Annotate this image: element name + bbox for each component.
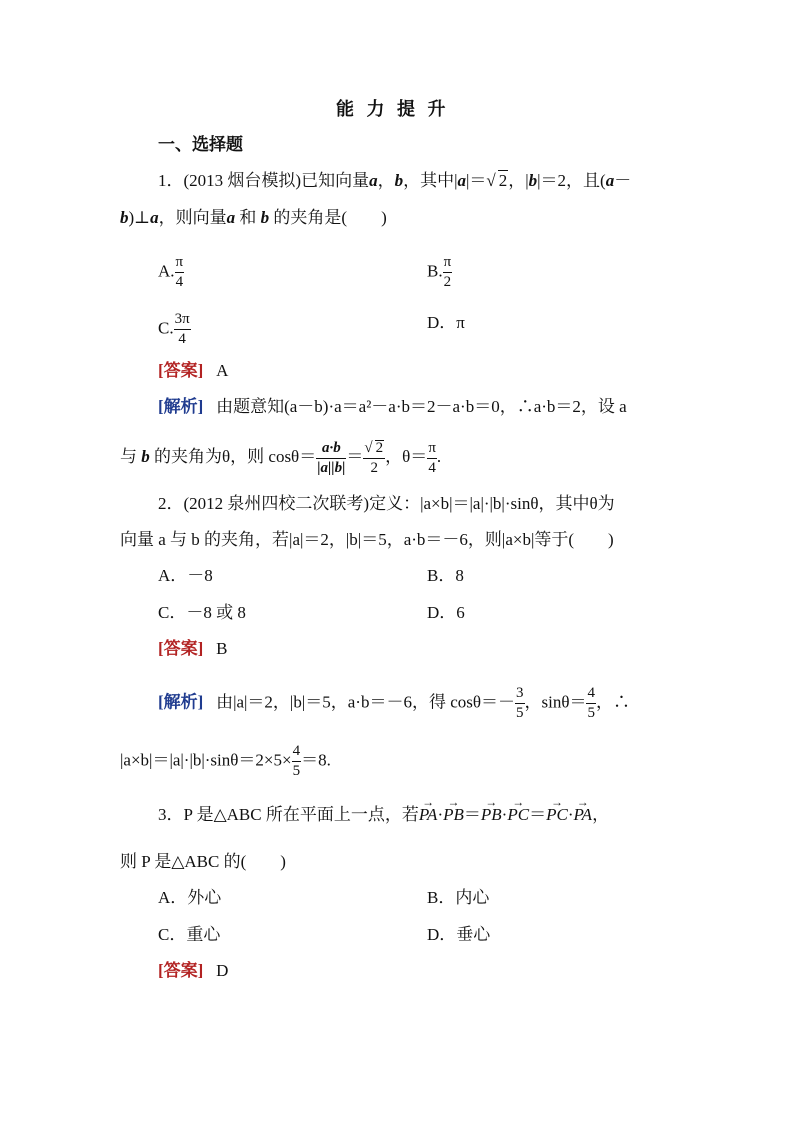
q3-line1: 3．P 是△ABC 所在平面上一点，若→ PA·→ PB＝→ PB·→ PC＝→ PC·→ PA， xyxy=(158,805,609,825)
q1-analysis-line1: [解析] 由题意知(a－b)·a＝a²－a·b＝2－a·b＝0，∴a·b＝2，设 a xyxy=(158,397,627,416)
q1-analysis-line2: 与 b 的夹角为θ，则 cosθ＝ $\frac{a\cdot b}{|a||b|}$ ＝ $\frac{√ 2}{2}$ ，θ＝ $\frac{\pi}{4}$ . xyxy=(120,439,442,476)
q2-line1: 2．(2012 泉州四校二次联考)定义：|a×b|＝|a|·|b|·sinθ，其中θ为 xyxy=(158,494,615,513)
analysis-tag: [解析] xyxy=(158,397,204,416)
q2-option-b[interactable]: B．8 xyxy=(427,566,464,585)
answer-tag: [答案] xyxy=(158,361,204,380)
q3-answer: [答案] D xyxy=(158,961,229,980)
section-heading: 一、选择题 xyxy=(158,135,243,154)
q1-option-d[interactable]: D．π xyxy=(427,313,465,332)
q3-option-a[interactable]: A．外心 xyxy=(158,888,222,907)
q2-option-c[interactable]: C．－8 或 8 xyxy=(158,603,246,622)
answer-tag: [答案] xyxy=(158,961,204,980)
q3-option-b[interactable]: B．内心 xyxy=(427,888,490,907)
q3-option-d[interactable]: D．垂心 xyxy=(427,925,491,944)
q1-option-c[interactable]: C. $\frac{3\pi}{4}$ xyxy=(158,311,190,347)
analysis-tag: [解析] xyxy=(158,692,204,712)
q2-option-a[interactable]: A．－8 xyxy=(158,566,213,585)
q1-line1: 1．(2013 烟台模拟)已知向量a，b，其中|a|＝√ 2，|b|＝2，且(a－ xyxy=(158,171,632,190)
answer-tag: [答案] xyxy=(158,639,204,658)
q2-analysis-line1: [解析] 由|a|＝2，|b|＝5，a·b＝－6，得 cosθ＝－ $\frac{3}{5}$ ，sinθ＝ $\frac{4}{5}$ ，∴ xyxy=(158,685,630,721)
q2-answer: [答案] B xyxy=(158,639,228,658)
q3-option-c[interactable]: C．重心 xyxy=(158,925,221,944)
q2-line2: 向量 a 与 b 的夹角，若|a|＝2，|b|＝5，a·b＝－6，则|a×b|等于( ) xyxy=(120,530,614,549)
page-title: 能 力 提 升 xyxy=(336,99,450,119)
q2-analysis-line2: |a×b|＝|a|·|b|·sinθ＝2×5× $\frac{4}{5}$ ＝8. xyxy=(120,743,331,779)
q1-answer: [答案] A xyxy=(158,361,229,380)
q1-line2: b)⊥a，则向量a 和 b 的夹角是( ) xyxy=(120,208,387,227)
q3-line2: 则 P 是△ABC 的( ) xyxy=(120,852,286,871)
q2-option-d[interactable]: D．6 xyxy=(427,603,465,622)
q1-option-b[interactable]: B. $\frac{\pi}{2}$ xyxy=(427,254,452,290)
q1-option-a[interactable]: A. $\frac{\pi}{4}$ xyxy=(158,254,184,290)
